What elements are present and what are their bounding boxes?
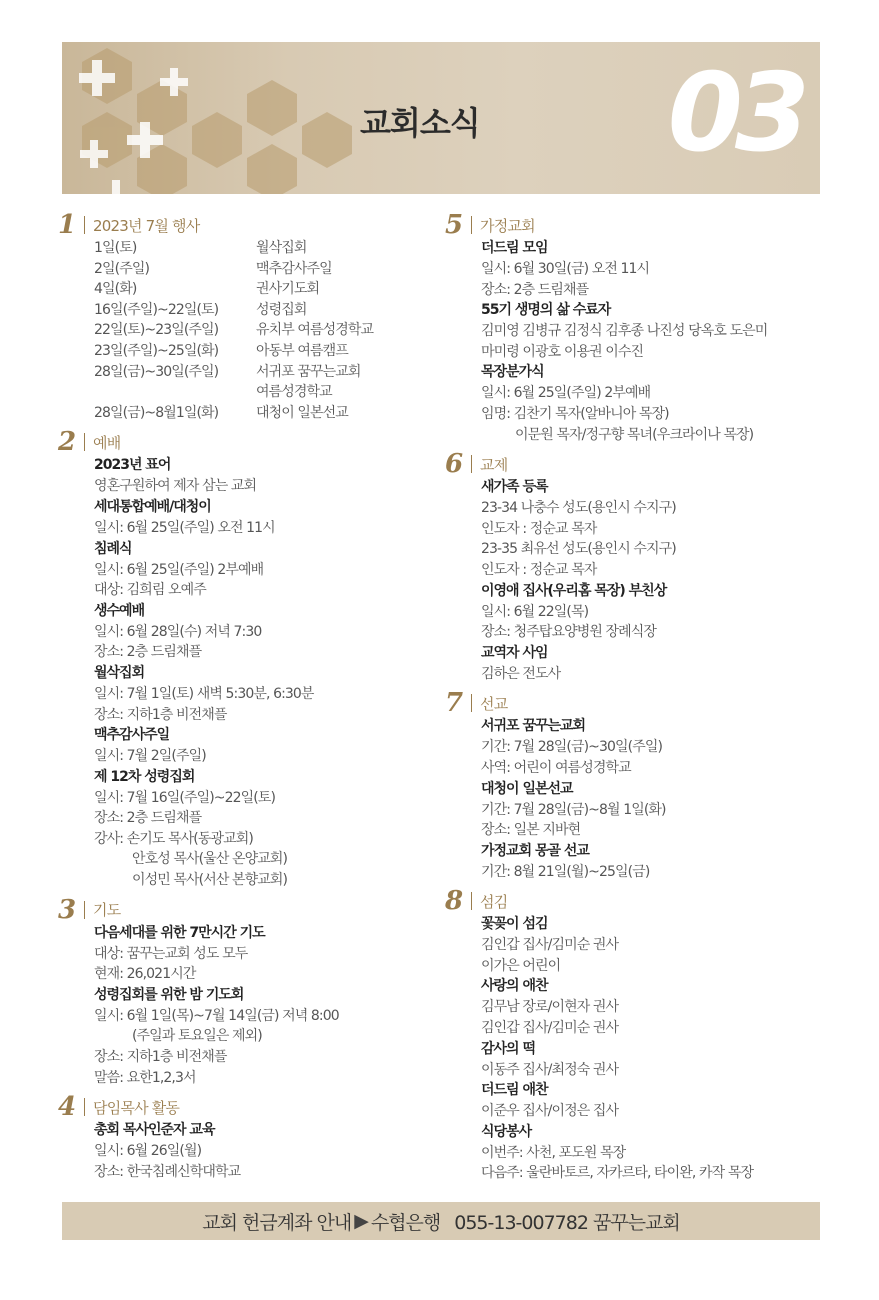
event-date <box>94 382 256 403</box>
event-name: 아동부 여름캠프 <box>256 342 348 359</box>
item-heading: 2023년 표어 <box>94 457 171 474</box>
event-row <box>94 341 438 362</box>
section-title: 2023년 7월 행사 <box>93 216 200 235</box>
event-date: 1일(토) <box>94 240 137 256</box>
item-line: 영혼구원하여 제자 삼는 교회 <box>94 478 257 495</box>
item-line: 기간: 8월 21일(월)~25일(금) <box>481 863 650 880</box>
page-title: 교회소식 <box>360 104 480 142</box>
section-title: 선교 <box>480 694 508 713</box>
item-heading: 제 12차 성령집회 <box>94 768 195 785</box>
item-heading: 다음세대를 위한 7만시간 기도 <box>94 924 265 941</box>
item-line: 일시: 6월 1일(목)~7월 14일(금) 저녁 8:00 <box>94 1007 339 1024</box>
item-line: 일시: 6월 25일(주일) 2부예배 <box>94 561 264 578</box>
section-divider <box>84 1098 85 1116</box>
section-title: 기도 <box>93 901 121 920</box>
item-line: 말씀: 요한1,2,3서 <box>94 1069 196 1086</box>
section-header <box>58 212 438 238</box>
event-row <box>94 403 438 424</box>
item-line: 일시: 6월 28일(수) 저녁 7:30 <box>94 623 262 640</box>
item-line: 대상: 꿈꾸는교회 성도 모두 <box>94 945 248 962</box>
section-3 <box>58 894 438 1089</box>
event-row <box>94 238 438 259</box>
section-number: 1 <box>58 210 77 240</box>
section-body <box>58 455 438 890</box>
section-divider <box>84 433 85 451</box>
page-number: 03 <box>667 51 802 176</box>
section-header <box>445 449 825 480</box>
event-row <box>94 259 438 280</box>
item-line: 이가은 어린이 <box>481 957 561 974</box>
item-heading: 생수예배 <box>94 602 145 619</box>
item-heading: 식당봉사 <box>481 1123 532 1140</box>
event-name: 대청이 일본선교 <box>256 404 348 421</box>
section-body <box>58 238 438 423</box>
item-heading: 감사의 떡 <box>481 1040 535 1057</box>
item-line: 다음주: 울란바토르, 자카르타, 타이완, 카작 목장 <box>481 1165 754 1182</box>
section-body <box>58 1120 438 1182</box>
item-heading: 가정교회 몽골 선교 <box>481 842 589 859</box>
item-line: 장소: 2층 드림채플 <box>481 281 589 298</box>
section-body <box>58 923 438 1089</box>
section-divider <box>84 901 85 919</box>
section-5 <box>445 212 825 445</box>
section-number: 8 <box>445 886 464 917</box>
item-line: 장소: 2층 드림채플 <box>94 810 202 827</box>
item-heading: 목장분가식 <box>481 364 544 381</box>
item-heading: 월삭집회 <box>94 664 145 681</box>
section-header <box>58 894 438 925</box>
item-line: 장소: 한국침례신학대학교 <box>94 1163 241 1180</box>
item-line: 23-34 나충수 성도(용인시 수지구) <box>481 500 676 517</box>
item-line: 인도자 : 정순교 목자 <box>481 561 597 578</box>
event-row <box>94 279 438 300</box>
event-date: 28일(금)~30일(주일) <box>94 363 219 380</box>
arrow-right-icon: ▶ <box>354 1210 368 1232</box>
section-header <box>58 427 438 458</box>
event-name: 맥추감사주일 <box>256 260 332 277</box>
section-divider <box>471 892 472 910</box>
item-line: 23-35 최유선 성도(용인시 수지구) <box>481 541 676 558</box>
item-line: 기간: 7월 28일(금)~30일(주일) <box>481 739 663 756</box>
event-name: 성령집회 <box>256 301 307 318</box>
section-body <box>445 914 825 1184</box>
item-line: 일시: 6월 26일(월) <box>94 1143 202 1160</box>
section-number: 7 <box>445 688 464 719</box>
item-line: 이동주 집사/최정숙 권사 <box>481 1061 619 1078</box>
event-date: 28일(금)~8월1일(화) <box>94 404 219 421</box>
item-line: 강사: 손기도 목사(동광교회) <box>94 830 253 847</box>
item-line: 장소: 지하1층 비전채플 <box>94 1049 227 1066</box>
section-divider <box>471 455 472 473</box>
section-number: 3 <box>58 894 77 925</box>
item-heading: 총회 목사인준자 교육 <box>94 1122 215 1139</box>
item-line: 장소: 청주탑요양병원 장례식장 <box>481 624 657 641</box>
item-heading: 이영애 집사(우리홈 목장) 부친상 <box>481 582 667 599</box>
section-number: 5 <box>445 210 464 240</box>
section-6 <box>445 451 825 684</box>
item-line: 기간: 7월 28일(금)~8월 1일(화) <box>481 801 666 818</box>
item-line: 사역: 어린이 여름성경학교 <box>481 759 631 776</box>
item-heading: 성령집회를 위한 밤 기도회 <box>94 986 244 1003</box>
item-line: 이번주: 사천, 포도원 목장 <box>481 1144 626 1161</box>
item-line: 이준우 집사/이정은 집사 <box>481 1103 619 1120</box>
item-heading: 55기 생명의 삶 수료자 <box>481 302 611 319</box>
item-line: 마미령 이광호 이용권 이수진 <box>481 343 644 360</box>
item-heading: 서귀포 꿈꾸는교회 <box>481 718 586 735</box>
section-number: 6 <box>445 449 464 480</box>
event-name: 여름성경학교 <box>256 384 332 401</box>
event-date: 23일(주일)~25일(화) <box>94 342 219 359</box>
event-date: 22일(토)~23일(주일) <box>94 322 219 339</box>
section-divider <box>471 216 472 234</box>
section-number: 4 <box>58 1092 77 1123</box>
event-date: 16일(주일)~22일(토) <box>94 301 219 318</box>
item-line-continued: 이성민 목사(서산 본향교회) <box>132 872 288 889</box>
footer-bank: 수협은행 <box>370 1211 441 1234</box>
item-line-continued: 이문원 목자/정구향 목녀(우크라이나 목장) <box>515 426 754 443</box>
section-body <box>445 477 825 684</box>
event-row <box>94 300 438 321</box>
item-heading: 새가족 등록 <box>481 479 548 496</box>
section-7 <box>445 690 825 882</box>
item-line: 일시: 7월 16일(주일)~22일(토) <box>94 789 276 806</box>
left-column <box>58 212 438 1188</box>
event-name: 유치부 여름성경학교 <box>256 322 374 339</box>
section-header <box>58 1092 438 1123</box>
item-line: 인도자 : 정순교 목자 <box>481 520 597 537</box>
item-heading: 꽃꽂이 섬김 <box>481 916 548 933</box>
section-1 <box>58 212 438 423</box>
item-line: 김미영 김병규 김정식 김후종 나진성 당옥호 도은미 <box>481 323 768 340</box>
item-line-continued: (주일과 토요일은 제외) <box>132 1028 262 1045</box>
event-date: 4일(화) <box>94 281 137 298</box>
section-body <box>445 716 825 882</box>
item-heading: 맥추감사주일 <box>94 727 170 744</box>
section-body <box>445 238 825 445</box>
event-name: 서귀포 꿈꾸는교회 <box>256 363 361 380</box>
event-date: 2일(주일) <box>94 260 150 277</box>
section-divider <box>471 694 472 712</box>
item-line: 장소: 지하1층 비전채플 <box>94 706 227 723</box>
item-line-continued: 안호성 목사(울산 온양교회) <box>132 851 288 868</box>
right-column <box>445 212 825 1190</box>
item-line: 김무남 장로/이현자 권사 <box>481 999 619 1016</box>
item-heading: 세대통합예배/대청이 <box>94 498 211 515</box>
section-8 <box>445 888 825 1184</box>
item-line: 장소: 일본 지바현 <box>481 822 581 839</box>
item-heading: 사랑의 애찬 <box>481 978 548 995</box>
item-line: 일시: 6월 25일(주일) 2부예배 <box>481 385 651 402</box>
footer-label: 교회 헌금계좌 안내 <box>202 1211 352 1234</box>
item-line: 장소: 2층 드림채플 <box>94 644 202 661</box>
item-heading: 더드림 모임 <box>481 240 548 256</box>
event-name: 월삭집회 <box>256 240 307 256</box>
item-heading: 교역자 사임 <box>481 644 548 661</box>
footer-account: 055-13-007782 꿈꾸는교회 <box>454 1211 680 1234</box>
offering-account-footer <box>62 1202 820 1240</box>
event-row <box>94 362 438 383</box>
event-name: 권사기도회 <box>256 281 320 298</box>
section-title: 가정교회 <box>480 216 535 235</box>
header-banner <box>62 42 820 194</box>
section-2 <box>58 429 438 890</box>
item-heading: 대청이 일본선교 <box>481 780 573 797</box>
event-row <box>94 320 438 341</box>
section-number: 2 <box>58 427 77 458</box>
section-header <box>445 212 825 238</box>
item-heading: 더드림 애찬 <box>481 1082 548 1099</box>
section-title: 교제 <box>480 455 508 474</box>
item-line: 김인갑 집사/김미순 권사 <box>481 1020 619 1037</box>
section-divider <box>84 216 85 234</box>
item-line: 김인갑 집사/김미순 권사 <box>481 937 619 954</box>
section-header <box>445 688 825 719</box>
section-header <box>445 886 825 917</box>
item-line: 일시: 7월 1일(토) 새벽 5:30분, 6:30분 <box>94 685 314 702</box>
item-line: 김하은 전도사 <box>481 665 561 682</box>
item-line: 임명: 김찬기 목자(알바니아 목장) <box>481 405 669 422</box>
item-line: 일시: 6월 25일(주일) 오전 11시 <box>94 519 275 536</box>
item-line: 일시: 6월 22일(목) <box>481 603 589 620</box>
section-4 <box>58 1094 438 1182</box>
item-line: 현재: 26,021시간 <box>94 966 196 983</box>
item-line: 대상: 김희림 오예주 <box>94 582 206 599</box>
item-line: 일시: 7월 2일(주일) <box>94 748 206 765</box>
section-title: 섬김 <box>480 892 508 911</box>
item-heading: 침례식 <box>94 540 132 557</box>
item-line: 일시: 6월 30일(금) 오전 11시 <box>481 261 650 277</box>
section-title: 담임목사 활동 <box>93 1098 180 1117</box>
event-row <box>94 382 438 403</box>
section-title: 예배 <box>93 433 121 452</box>
